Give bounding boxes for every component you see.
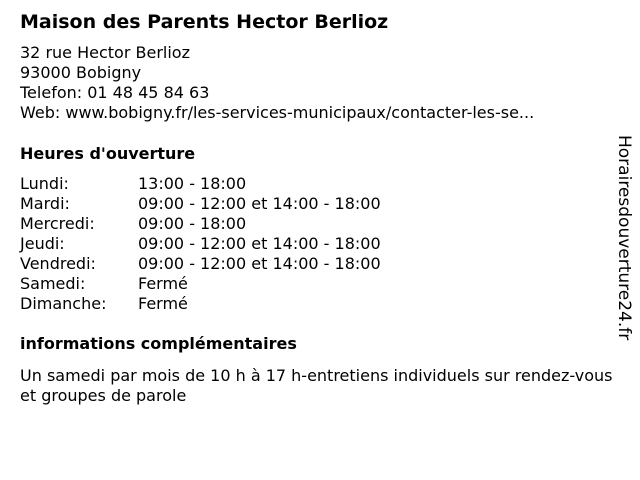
hours-day: Vendredi: bbox=[20, 254, 96, 273]
additional-info-heading: informations complémentaires bbox=[20, 334, 297, 353]
hours-row bbox=[20, 194, 381, 214]
page-title: Maison des Parents Hector Berlioz bbox=[20, 11, 389, 33]
hours-day: Lundi: bbox=[20, 174, 69, 193]
hours-day: Jeudi: bbox=[20, 234, 65, 253]
address-block bbox=[20, 43, 534, 123]
hours-day: Dimanche: bbox=[20, 294, 107, 313]
hours-row bbox=[20, 254, 381, 274]
city-postal: 93000 Bobigny bbox=[20, 63, 142, 82]
opening-hours-table bbox=[20, 174, 381, 314]
additional-info-text: Un samedi par mois de 10 h à 17 h-entretiens individuels sur rendez-vous et groupes de parole bbox=[20, 366, 613, 405]
opening-hours-heading: Heures d'ouverture bbox=[20, 144, 196, 163]
hours-row bbox=[20, 214, 381, 234]
brand-watermark: Horairesdouverture24.fr bbox=[614, 135, 634, 341]
hours-row bbox=[20, 274, 381, 294]
hours-time: 13:00 - 18:00 bbox=[138, 174, 247, 193]
hours-day: Mardi: bbox=[20, 194, 70, 213]
hours-time: 09:00 - 12:00 et 14:00 - 18:00 bbox=[138, 194, 381, 213]
hours-day: Mercredi: bbox=[20, 214, 95, 233]
hours-time: 09:00 - 12:00 et 14:00 - 18:00 bbox=[138, 234, 381, 253]
hours-day: Samedi: bbox=[20, 274, 86, 293]
hours-row bbox=[20, 174, 381, 194]
hours-time: 09:00 - 18:00 bbox=[138, 214, 247, 233]
street-address: 32 rue Hector Berlioz bbox=[20, 43, 190, 62]
website-url: Web: www.bobigny.fr/les-services-municipaux/contacter-les-se... bbox=[20, 103, 535, 122]
hours-row bbox=[20, 294, 381, 314]
hours-time: 09:00 - 12:00 et 14:00 - 18:00 bbox=[138, 254, 381, 273]
hours-time: Fermé bbox=[138, 274, 188, 293]
hours-row bbox=[20, 234, 381, 254]
phone-number: Telefon: 01 48 45 84 63 bbox=[20, 83, 210, 102]
hours-time: Fermé bbox=[138, 294, 188, 313]
